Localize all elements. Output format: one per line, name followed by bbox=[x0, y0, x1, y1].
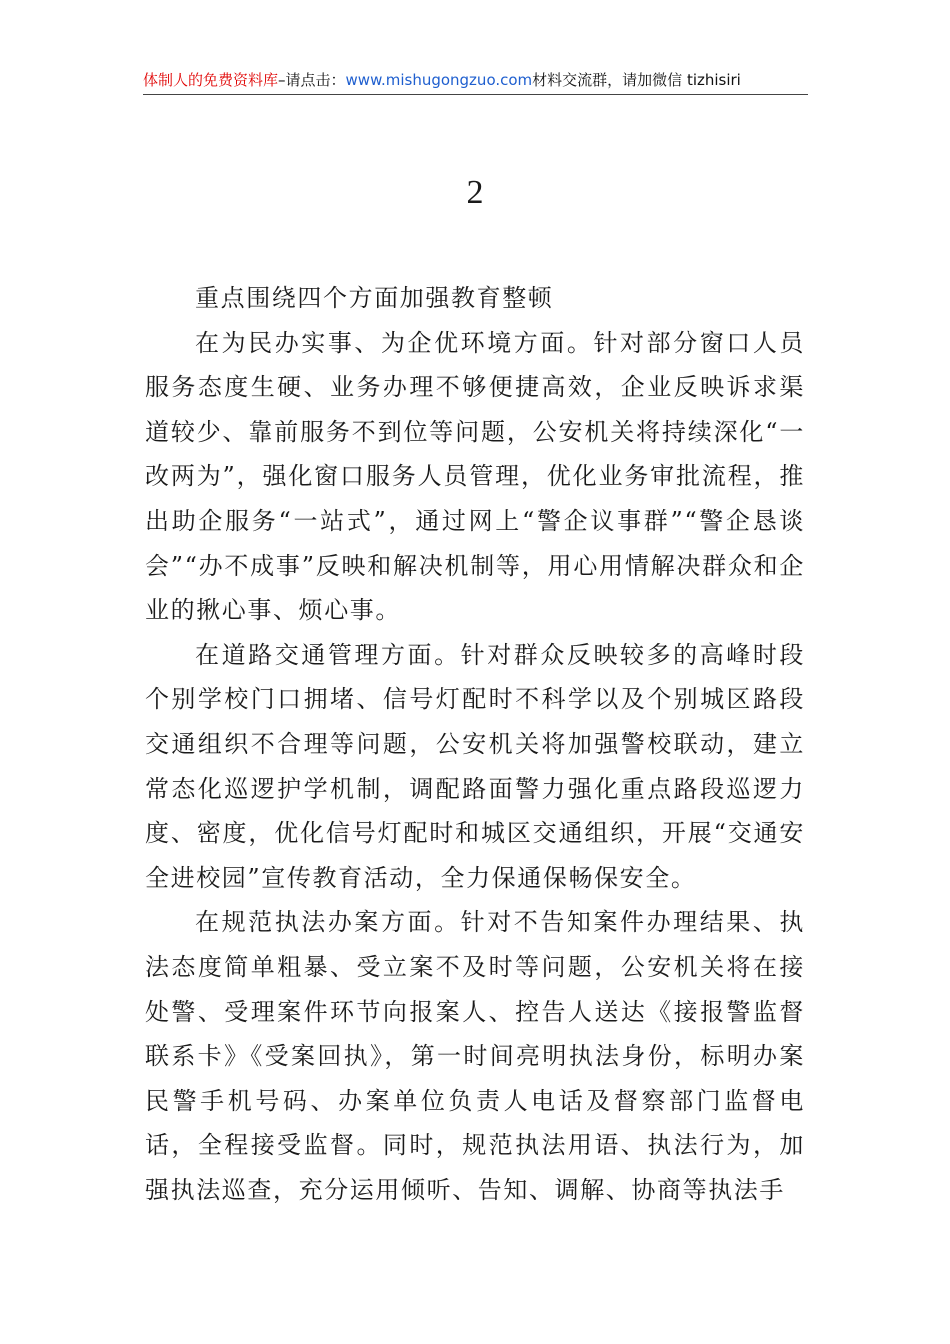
paragraph-law-enforcement: 在规范执法办案方面。针对不告知案件办理结果、执法态度简单粗暴、受立案不及时等问题，公安机关将在接处警、受理案件环节向报案人、控告人送达《接报警监督联系卡》《受案回执》，第一时间亮明执法身份，标明办案民警手机号码、办案单位负责人电话及督察部门监督电话，全程接受监督。同时，规范执法用语、执法行为，加强执法巡查，充分运用倾听、告知、调解、协商等执法手 bbox=[145, 908, 805, 1204]
header-prompt: –请点击： bbox=[278, 71, 346, 89]
paragraph-service: 在为民办实事、为企优环境方面。针对部分窗口人员服务态度生硬、业务办理不够便捷高效，企业反映诉求渠道较少、靠前服务不到位等问题，公安机关将持续深化“一改两为”，强化窗口服务人员管理，优化业务审批流程，推出助企服务“一站式”，通过网上“警企议事群”“警企恳谈会”“办不成事”反映和解决机制等，用心用情解决群众和企业的揪心事、烦心事。 bbox=[145, 328, 805, 625]
header-url-link[interactable]: www.mishugongzuo.com bbox=[345, 71, 533, 89]
section-heading: 重点围绕四个方面加强教育整顿 bbox=[195, 284, 554, 312]
header-site-name: 体制人的免费资料库 bbox=[143, 71, 279, 89]
document-body bbox=[145, 276, 805, 1212]
page-number: 2 bbox=[466, 174, 484, 211]
header-contact: 材料交流群，请加微信 tizhisiri bbox=[532, 71, 741, 89]
page-header bbox=[143, 66, 808, 95]
paragraph-traffic: 在道路交通管理方面。针对群众反映较多的高峰时段个别学校门口拥堵、信号灯配时不科学以及个别城区路段交通组织不合理等问题，公安机关将加强警校联动，建立常态化巡逻护学机制，调配路面警力强化重点路段巡逻力度、密度，优化信号灯配时和城区交通组织，开展“交通安全进校园”宣传教育活动，全力保通保畅保安全。 bbox=[145, 640, 805, 892]
